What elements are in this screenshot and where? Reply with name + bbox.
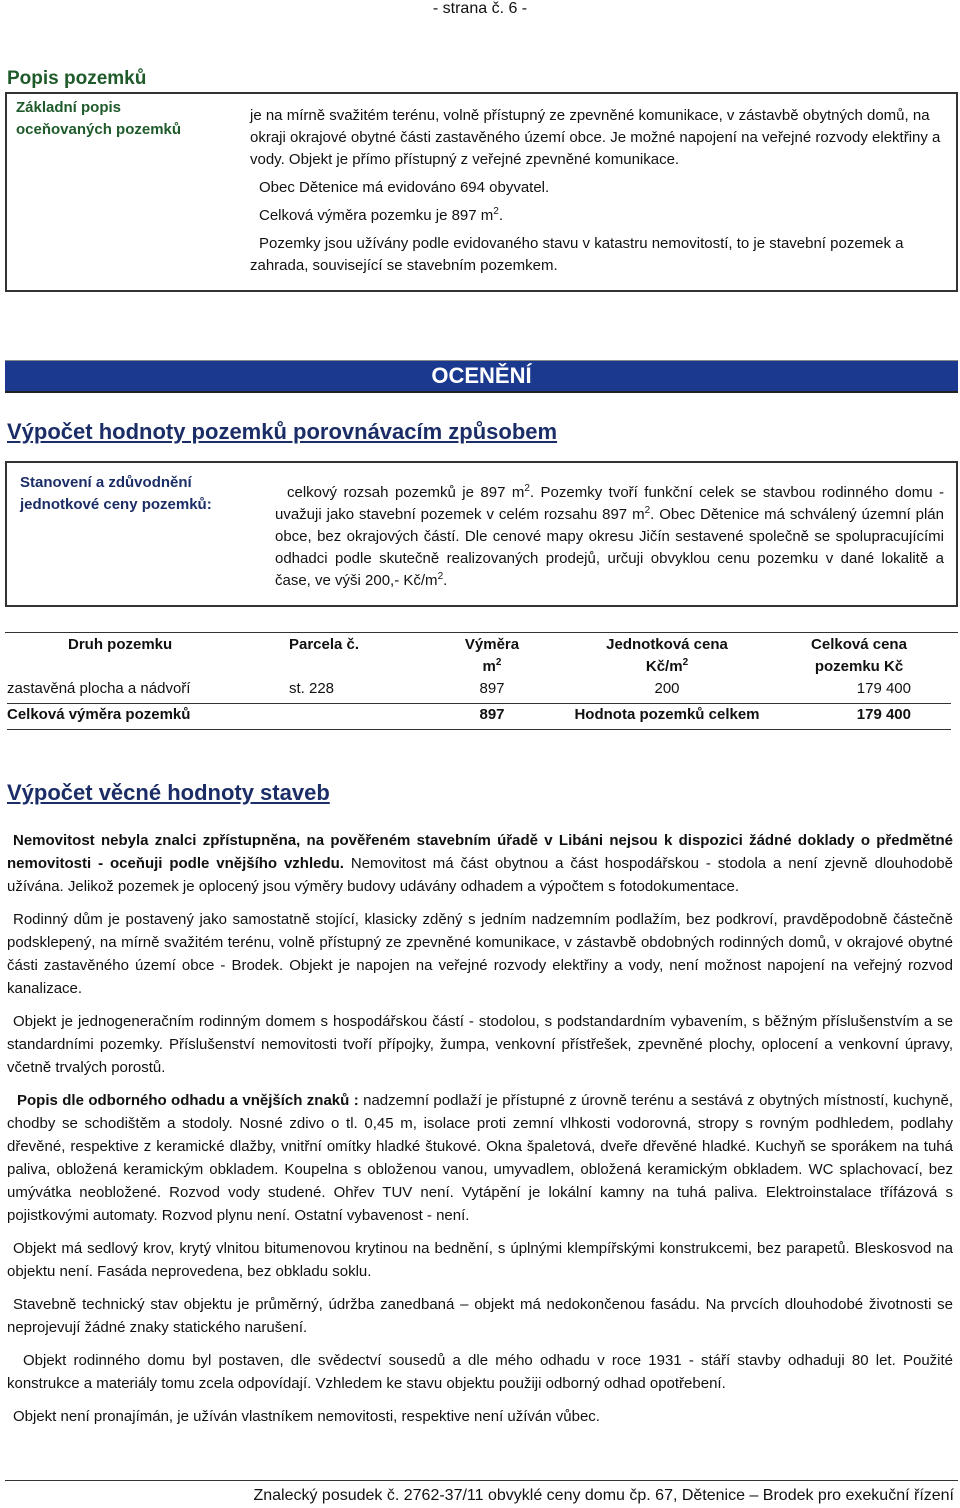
row-vymera: 897	[417, 678, 567, 704]
land-table-top-rule	[5, 632, 958, 633]
buildings-p1-bold: Nemovitost nebyla znalci zpřístupněna, na pověřeném stavebním úřadě v Libáni nejsou k dispozici žádné doklady o předmětné nemovitosti - oceňuji podle vnějšího vzhledu.	[7, 832, 953, 872]
total-label: Celková výměra pozemků	[7, 704, 417, 730]
comparison-heading: Výpočet hodnoty pozemků porovnávacím způsobem	[7, 419, 558, 444]
buildings-p4	[7, 1089, 953, 1227]
land-desc-p3	[250, 205, 950, 227]
buildings-p3: Objekt je jednogeneračním rodinným domem s hospodářskou částí - stodolou, s podstandardním vybavením, s běžným příslušenstvím a se standardními pozemky. Příslušenství nemovitosti tvoří přípojky, žumpa, venkovní přístřešek, zpevněné plochy, oplocení a venkovní úpravy, včetně trvalých porostů.	[7, 1013, 953, 1076]
buildings-p5: Objekt má sedlový krov, krytý vlnitou bitumenovou krytinou na bednění, s úplnými klempířskými konstrukcemi, bez parapetů. Bleskosvod na objektu není. Fasáda neprovedena, bez obkladu soklu.	[7, 1240, 953, 1280]
total-celk: 179 400	[767, 704, 951, 730]
row-parcela: st. 228	[277, 678, 417, 704]
col-jedn-l2: Kč/m	[645, 658, 683, 675]
unit-price-box	[5, 461, 958, 607]
buildings-p4-bold: Popis dle odborného odhadu a vnějších znaků :	[17, 1092, 359, 1109]
valuation-banner: OCENĚNÍ	[5, 360, 958, 393]
col-celk	[767, 634, 951, 678]
page-number: - strana č. 6 -	[432, 0, 528, 17]
land-area-end: .	[498, 207, 503, 224]
buildings-p8: Objekt není pronajímán, je užíván vlastníkem nemovitosti, respektive není užíván vůbec.	[13, 1408, 600, 1425]
unit-price-t3: . Obec Dětenice má schválený územní plán obce, bez okrajových částí. Dle cenové mapy okresu Jičín sestavené společně se spolupracujícími odhadci podle skutečně realizovaných prodejů, určuji obvyklou cenu pozemku v dané lokalitě a čase, ve výši 200,- Kč/m	[275, 506, 944, 589]
col-druh: Druh pozemku	[68, 636, 173, 653]
land-area-text: Celková výměra pozemku je 897 m	[259, 207, 494, 224]
land-description-label: Základní popis oceňovaných pozemků	[16, 99, 182, 138]
land-table-row	[7, 678, 951, 704]
buildings-p2: Rodinný dům je postavený jako samostatně stojící, klasicky zděný s jedním nadzemním podlažím, bez podkroví, pravděpodobně částečně podsklepený, na mírně svažitém terénu, volně přístupný ze zpevněné komunikace, v zástavbě obdobných rodinných domů, v okrajové obytné části zastavěného území obce - Brodek. Objekt je napojen na veřejné rozvody elektřiny a vody, není možnost napojení na veřejný rozvod kanalizace.	[7, 911, 953, 997]
land-table-header	[7, 634, 951, 678]
buildings-text	[7, 829, 953, 1438]
total-jedn-label: Hodnota pozemků celkem	[567, 704, 767, 730]
land-table	[7, 634, 951, 730]
col-vymera-l1: Výměra	[464, 636, 520, 653]
buildings-p1-rest: Nemovitost má část obytnou a část hospodářskou - stodola a není zjevně dlouhodobě užívána. Jelikož pozemek je oplocený jsou výměry budovy udávány odhadem a výpočtem s fotodokumentace.	[7, 855, 953, 895]
col-vymera-l2: m	[482, 658, 496, 675]
col-jedn-l1: Jednotková cena	[606, 636, 728, 653]
unit-price-s1: 2	[524, 483, 530, 494]
buildings-p1	[7, 829, 953, 898]
land-desc-p1: je na mírně svažitém terénu, volně přístupný ze zpevněné komunikace, v zástavbě obytných domů, na okraji okrajové obytné části zastavěného území obce. Je možné napojení na veřejné rozvody elektřiny a vody. Objekt je přímo přístupný z veřejné zpevněné komunikace.	[250, 107, 941, 168]
unit-price-label: Stanovení a zdůvodnění jednotkové ceny pozemků:	[20, 474, 212, 513]
col-vymera	[417, 634, 567, 678]
row-jedn: 200	[567, 678, 767, 704]
col-vymera-sup: 2	[495, 657, 502, 668]
buildings-heading: Výpočet věcné hodnoty staveb	[7, 780, 330, 805]
col-celk-l1: Celková cena	[811, 636, 907, 653]
row-druh: zastavěná plocha a nádvoří	[7, 678, 277, 704]
buildings-p7: Objekt rodinného domu byl postaven, dle svědectví sousedů a dle mého odhadu v roce 1931 - stáří stavby odhaduji 80 let. Použité konstrukce a materiály tomu zcela odpovídají. Vzhledem ke stavu objektu použiji odborný odhad opotřebení.	[7, 1352, 953, 1392]
footer-text: Znalecký posudek č. 2762-37/11 obvyklé ceny domu čp. 67, Dětenice – Brodek pro exekuční řízení	[253, 1487, 954, 1504]
col-jedn-sup: 2	[682, 657, 689, 668]
unit-price-text	[275, 482, 944, 592]
land-area-sup: 2	[493, 206, 499, 217]
col-jedn	[567, 634, 767, 678]
unit-price-t2: . Pozemky tvoří funkční celek se stavbou rodinného domu - uvažuji jako stavební pozemek v celém rozsahu 897 m	[275, 484, 945, 523]
land-description-heading: Popis pozemků	[7, 68, 147, 89]
unit-price-t1: celkový rozsah pozemků je 897 m	[287, 484, 525, 501]
row-celk: 179 400	[767, 678, 951, 704]
land-desc-p4: Pozemky jsou užívány podle evidovaného stavu v katastru nemovitostí, to je stavební pozemek a zahrada, související se stavebním pozemkem.	[250, 235, 904, 274]
footer-rule	[5, 1480, 958, 1481]
unit-price-t4: .	[443, 572, 448, 589]
land-table-total	[7, 704, 951, 730]
land-description-box	[5, 92, 958, 292]
col-celk-l2: pozemku Kč	[814, 658, 904, 675]
land-description-text	[250, 105, 950, 277]
col-parcela: Parcela č.	[289, 636, 360, 653]
land-desc-p2: Obec Dětenice má evidováno 694 obyvatel.	[259, 179, 550, 196]
unit-price-s2: 2	[644, 505, 651, 516]
unit-price-s3: 2	[437, 571, 444, 582]
buildings-p4-rest: nadzemní podlaží je přístupné z úrovně terénu a sestává z obytných místností, kuchyně, chodby se schodištěm a stodoly. Nosné zdivo o tl. 0,45 m, isolace proti zemní vlhkosti vodorovná, stropy s rovným podhledem, podlahy dřevěné, respektive z keramické dlažby, vnitřní omítky hladké štukové. Okna špaletová, dveře dřevěné hladké. Kuchyň se sporákem na tuhá paliva, obložená keramickým obkladem. Koupelna s obloženou vanou, umyvadlem, obložená keramickým obkladem. WC splachovací, bez umývátka neobložené. Rozvod vody studené. Ohřev TUV není. Vytápění je lokální kamny na tuhá paliva. Elektroinstalace třífázová s pojistkovými automaty. Rozvod plynu není. Ostatní vybavenost - není.	[7, 1092, 953, 1224]
buildings-p6: Stavebně technický stav objektu je průměrný, údržba zanedbaná – objekt má nedokončenou fasádu. Na prvcích dlouhodobé životnosti se neprojevují žádné znaky statického narušení.	[7, 1296, 953, 1336]
total-vymera: 897	[417, 704, 567, 730]
